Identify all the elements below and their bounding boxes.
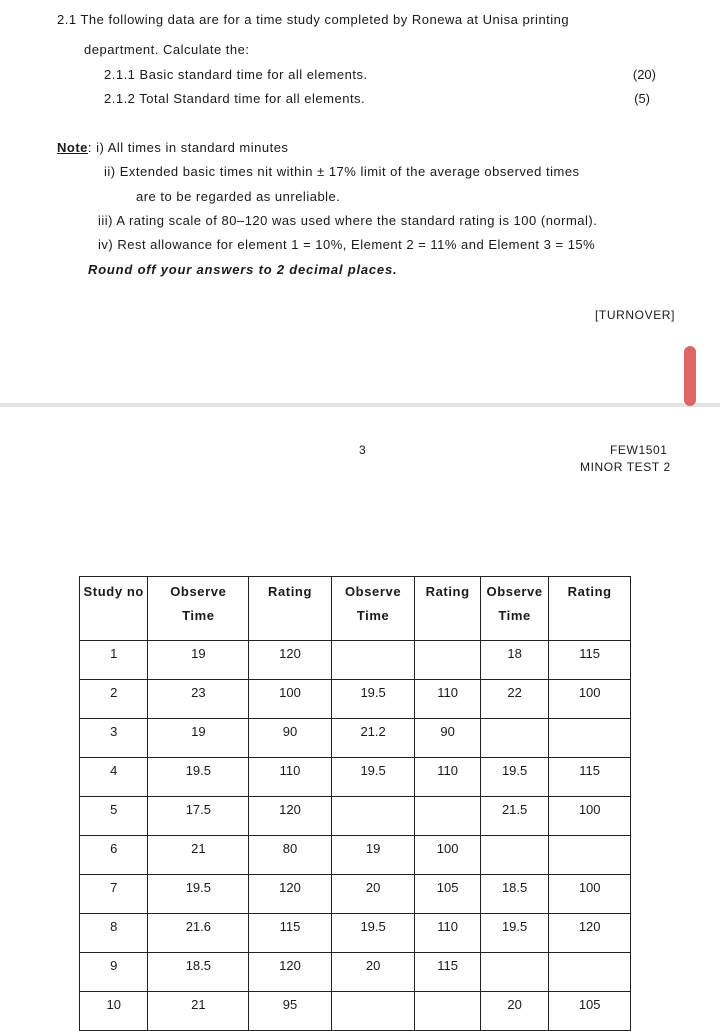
question-item-2-marks: (5) xyxy=(634,91,650,106)
header-observe-time-3: Observe Time xyxy=(480,577,548,641)
header-rating-3: Rating xyxy=(549,577,631,641)
table-row xyxy=(80,992,631,1031)
table-cell: 80 xyxy=(249,836,332,875)
table-cell: 7 xyxy=(80,875,148,914)
table-body xyxy=(80,641,631,1031)
table-cell: 110 xyxy=(249,758,332,797)
header-observe-time-1: Observe Time xyxy=(148,577,249,641)
table-cell: 20 xyxy=(480,992,548,1031)
table-cell: 100 xyxy=(249,680,332,719)
table-cell: 110 xyxy=(415,680,480,719)
table-row xyxy=(80,641,631,680)
table-cell: 17.5 xyxy=(148,797,249,836)
note-iv: iv) Rest allowance for element 1 = 10%, Element 2 = 11% and Element 3 = 15% xyxy=(98,237,596,252)
table-cell: 120 xyxy=(249,641,332,680)
page-top xyxy=(0,0,720,403)
table-cell: 6 xyxy=(80,836,148,875)
table-cell: 1 xyxy=(80,641,148,680)
table-cell: 19.5 xyxy=(148,758,249,797)
table-cell: 19.5 xyxy=(480,914,548,953)
question-item-1: 2.1.1 Basic standard time for all elements. xyxy=(104,67,368,82)
table-cell: 90 xyxy=(415,719,480,758)
table-cell: 21 xyxy=(148,836,249,875)
note-iii: iii) A rating scale of 80–120 was used where the standard rating is 100 (normal). xyxy=(98,213,598,228)
table-cell: 19 xyxy=(148,719,249,758)
table-cell: 2 xyxy=(80,680,148,719)
table-cell: 18.5 xyxy=(480,875,548,914)
note-i-line xyxy=(57,140,288,155)
table-cell: 19.5 xyxy=(331,758,415,797)
table-cell: 20 xyxy=(331,953,415,992)
table-cell xyxy=(415,992,480,1031)
table-row xyxy=(80,953,631,992)
table-cell: 105 xyxy=(415,875,480,914)
table-cell: 19.5 xyxy=(331,914,415,953)
table-cell xyxy=(415,641,480,680)
table-cell: 19.5 xyxy=(148,875,249,914)
table-cell: 110 xyxy=(415,758,480,797)
scrollbar-handle[interactable] xyxy=(684,346,696,406)
table-cell: 120 xyxy=(249,797,332,836)
table-cell: 100 xyxy=(549,797,631,836)
question-intro-continued: department. Calculate the: xyxy=(84,42,250,57)
table-cell: 19 xyxy=(331,836,415,875)
table-cell: 21.6 xyxy=(148,914,249,953)
table-row xyxy=(80,719,631,758)
table-cell: 100 xyxy=(549,875,631,914)
table-cell: 115 xyxy=(249,914,332,953)
time-study-table xyxy=(79,576,631,1031)
table-cell: 8 xyxy=(80,914,148,953)
table-cell xyxy=(549,719,631,758)
table-row xyxy=(80,875,631,914)
question-item-1-marks: (20) xyxy=(632,67,656,82)
note-i: i) All times in standard minutes xyxy=(96,140,289,155)
table-cell: 18 xyxy=(480,641,548,680)
table-row xyxy=(80,758,631,797)
table-cell: 21.5 xyxy=(480,797,548,836)
table-cell: 105 xyxy=(549,992,631,1031)
table-cell: 120 xyxy=(249,875,332,914)
table-cell xyxy=(549,953,631,992)
table-cell xyxy=(480,836,548,875)
table-cell: 115 xyxy=(549,758,631,797)
table-cell: 3 xyxy=(80,719,148,758)
table-cell: 100 xyxy=(415,836,480,875)
table-cell: 19 xyxy=(148,641,249,680)
table-cell: 110 xyxy=(415,914,480,953)
test-name: MINOR TEST 2 xyxy=(580,460,671,474)
table-cell: 4 xyxy=(80,758,148,797)
rounding-instruction: Round off your answers to 2 decimal places. xyxy=(88,262,398,277)
table-cell: 22 xyxy=(480,680,548,719)
table-cell: 21.2 xyxy=(331,719,415,758)
header-rating-1: Rating xyxy=(249,577,332,641)
table-header-row xyxy=(80,577,631,641)
table-row xyxy=(80,836,631,875)
note-ii-continued: are to be regarded as unreliable. xyxy=(136,189,341,204)
table-cell xyxy=(415,797,480,836)
header-observe-time-2: Observe Time xyxy=(331,577,415,641)
table-row xyxy=(80,914,631,953)
table-cell: 21 xyxy=(148,992,249,1031)
table-cell: 10 xyxy=(80,992,148,1031)
table-cell: 9 xyxy=(80,953,148,992)
table-cell: 23 xyxy=(148,680,249,719)
turnover-label: [TURNOVER] xyxy=(595,308,676,322)
table-cell: 95 xyxy=(249,992,332,1031)
header-rating-2: Rating xyxy=(415,577,480,641)
course-code: FEW1501 xyxy=(610,443,668,457)
page-number: 3 xyxy=(359,443,367,457)
table-row xyxy=(80,680,631,719)
table-cell: 120 xyxy=(249,953,332,992)
header-study-no: Study no xyxy=(80,577,148,641)
table-cell xyxy=(480,953,548,992)
table-cell xyxy=(331,992,415,1031)
table-cell: 90 xyxy=(249,719,332,758)
table-cell: 100 xyxy=(549,680,631,719)
table-cell: 115 xyxy=(415,953,480,992)
table-cell xyxy=(331,641,415,680)
table-row xyxy=(80,797,631,836)
note-colon: : xyxy=(87,140,93,155)
table-cell xyxy=(331,797,415,836)
note-label: Note xyxy=(57,140,88,155)
table-cell: 120 xyxy=(549,914,631,953)
question-intro: 2.1 The following data are for a time study completed by Ronewa at Unisa printing xyxy=(57,12,570,27)
table-cell: 115 xyxy=(549,641,631,680)
table-cell xyxy=(549,836,631,875)
table-cell: 20 xyxy=(331,875,415,914)
table-cell: 5 xyxy=(80,797,148,836)
question-item-2: 2.1.2 Total Standard time for all elements. xyxy=(104,91,366,106)
table-cell xyxy=(480,719,548,758)
note-ii: ii) Extended basic times nit within ± 17% limit of the average observed times xyxy=(104,164,580,179)
table-cell: 19.5 xyxy=(480,758,548,797)
table-cell: 19.5 xyxy=(331,680,415,719)
table-cell: 18.5 xyxy=(148,953,249,992)
